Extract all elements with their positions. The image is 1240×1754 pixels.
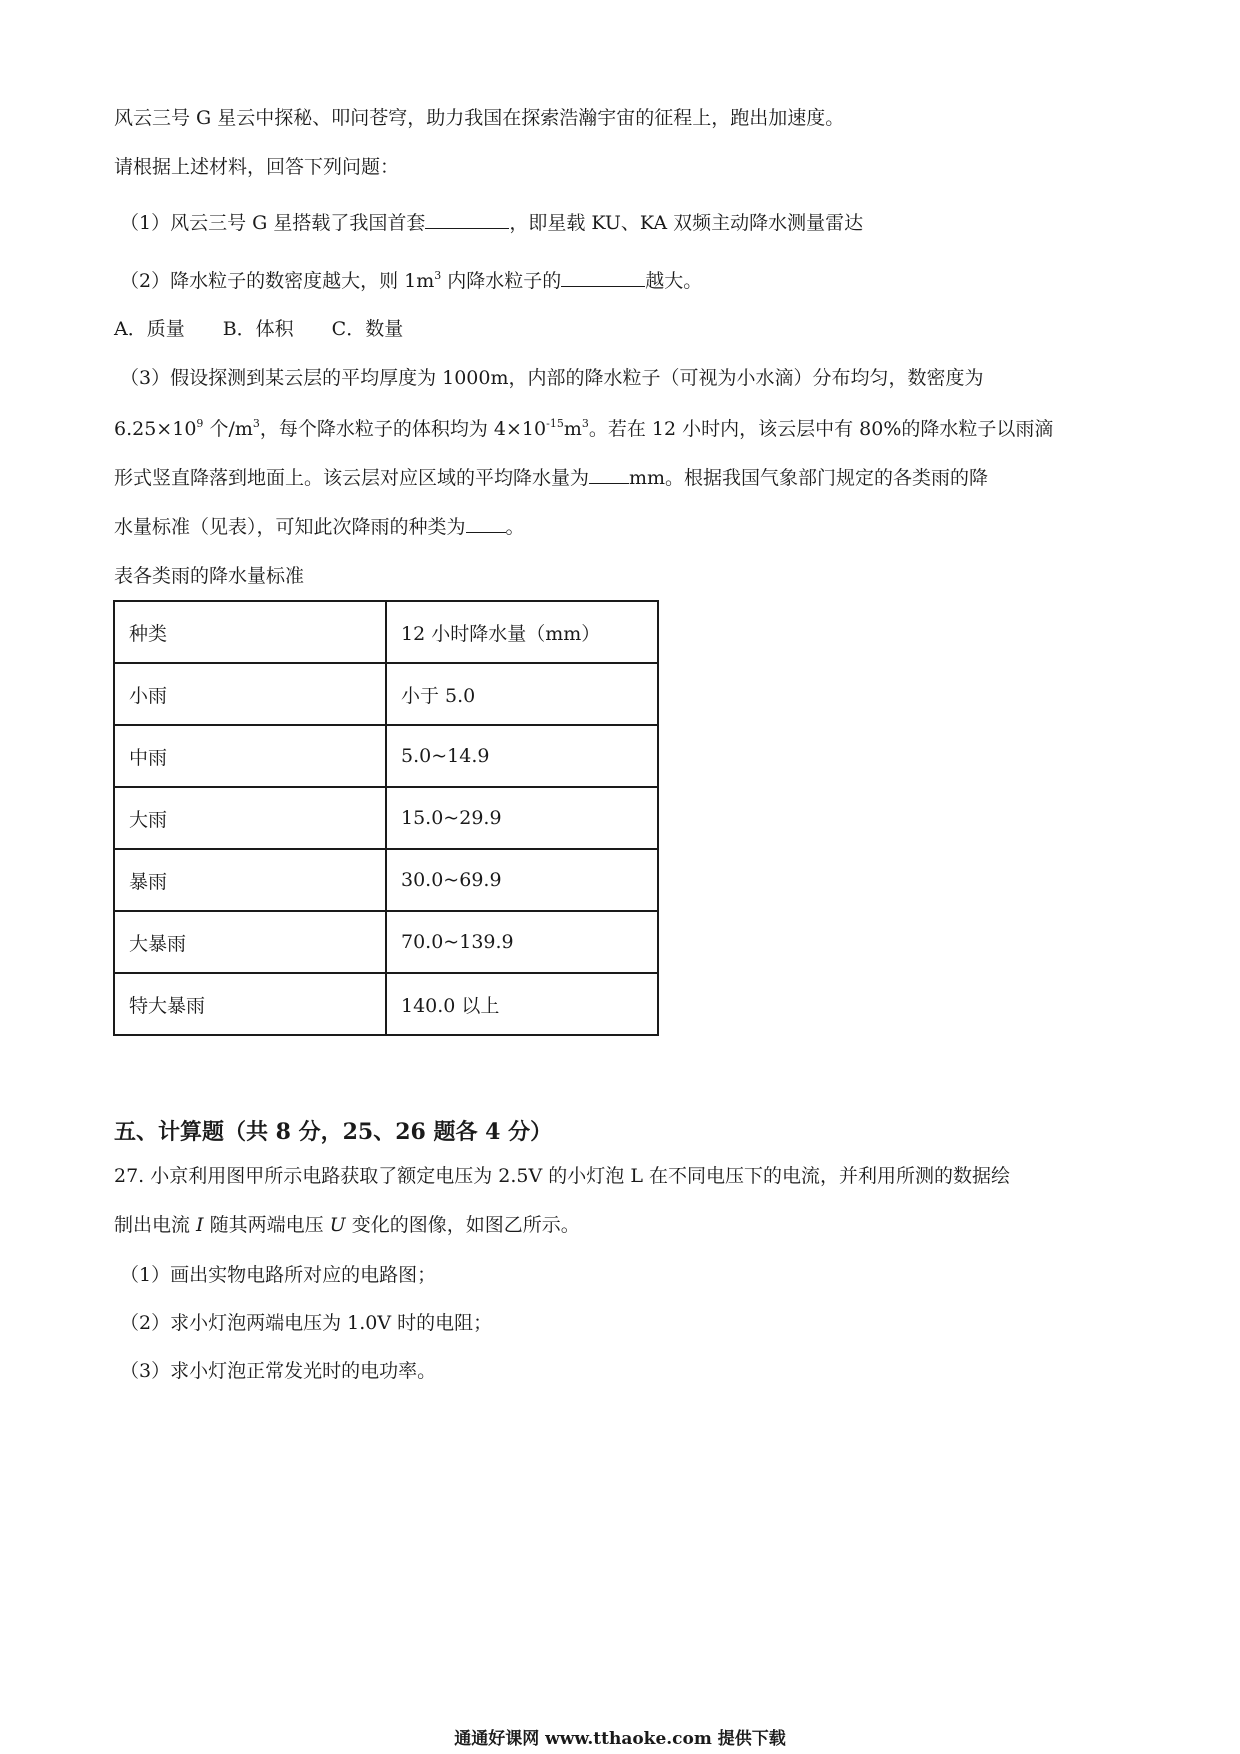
q27-text: 制出电流	[114, 1214, 197, 1236]
q3-text: mm。根据我国气象部门规定的各类雨的降	[629, 467, 989, 489]
table-cell-type: 大暴雨	[114, 911, 386, 973]
paragraph-instruction: 请根据上述材料，回答下列问题：	[114, 156, 400, 178]
table-cell-amount: 70.0~139.9	[386, 911, 658, 973]
q2-middle: 内降水粒子的	[441, 270, 562, 292]
table-row	[114, 787, 658, 849]
question-3-line-2	[114, 416, 1053, 442]
table-cell-type: 中雨	[114, 725, 386, 787]
question-27-sub-2: （2）求小灯泡两端电压为 1.0V 时的电阻；	[120, 1312, 493, 1334]
table-cell-amount: 15.0~29.9	[386, 787, 658, 849]
table-header-row	[114, 601, 658, 663]
footer-watermark: 通通好课网 www.tthaoke.com 提供下载	[454, 1729, 786, 1749]
table-caption: 表各类雨的降水量标准	[114, 565, 305, 587]
q3-sup: 9	[196, 417, 204, 430]
table-header-cell: 种类	[114, 601, 386, 663]
q27-text: 随其两端电压	[203, 1214, 330, 1236]
q3-rainfall-blank[interactable]	[589, 465, 629, 484]
table-cell-type: 特大暴雨	[114, 973, 386, 1035]
table-row	[114, 911, 658, 973]
question-27-line-2	[114, 1212, 580, 1238]
table-cell-amount: 30.0~69.9	[386, 849, 658, 911]
q3-text: 个/m	[203, 418, 253, 440]
q27-symbol-current: I	[196, 1214, 204, 1236]
table-cell-amount: 小于 5.0	[386, 663, 658, 725]
question-27-sub-1: （1）画出实物电路所对应的电路图；	[120, 1264, 437, 1286]
question-27-line-1: 27. 小京利用图甲所示电路获取了额定电压为 2.5V 的小灯泡 L 在不同电压下的电流，并利用所测的数据绘	[114, 1165, 1010, 1187]
q2-sup: 3	[434, 269, 442, 282]
question-27-sub-3: （3）求小灯泡正常发光时的电功率。	[120, 1360, 437, 1382]
q1-suffix: ，即星载 KU、KA 双频主动降水测量雷达	[509, 212, 864, 234]
table-cell-amount: 5.0~14.9	[386, 725, 658, 787]
q3-text: m	[563, 418, 582, 440]
q27-text: 变化的图像，如图乙所示。	[345, 1214, 580, 1236]
table-header-cell: 12 小时降水量（mm）	[386, 601, 658, 663]
section-heading: 五、计算题（共 8 分，25、26 题各 4 分）	[114, 1119, 553, 1145]
rainfall-standard-table	[113, 600, 659, 1036]
question-3-line-3	[114, 465, 988, 491]
q3-text: 。	[505, 516, 525, 538]
q3-text: 形式竖直降落到地面上。该云层对应区域的平均降水量为	[114, 467, 590, 489]
q3-sup: -15	[546, 417, 564, 430]
question-3-line-4	[114, 514, 525, 540]
q27-symbol-voltage: U	[329, 1214, 346, 1236]
paragraph-intro: 风云三号 G 星云中探秘、叩问苍穹，助力我国在探索浩瀚宇宙的征程上，跑出加速度。	[114, 107, 845, 129]
table-row	[114, 849, 658, 911]
table-cell-type: 暴雨	[114, 849, 386, 911]
table-cell-type: 大雨	[114, 787, 386, 849]
q3-sup: 3	[252, 417, 260, 430]
q3-text: ，每个降水粒子的体积均为 4×10	[259, 418, 547, 440]
q2-answer-blank[interactable]	[561, 268, 645, 287]
table-row	[114, 725, 658, 787]
q3-rain-type-blank[interactable]	[466, 514, 506, 533]
table-row	[114, 663, 658, 725]
table-row	[114, 973, 658, 1035]
q2-prefix: （2）降水粒子的数密度越大，则 1m	[120, 270, 435, 292]
q1-answer-blank[interactable]	[425, 210, 509, 229]
q3-text: 。若在 12 小时内，该云层中有 80%的降水粒子以雨滴	[588, 418, 1054, 440]
q1-prefix: （1）风云三号 G 星搭载了我国首套	[120, 212, 426, 234]
question-2	[120, 268, 702, 294]
table-cell-amount: 140.0 以上	[386, 973, 658, 1035]
q2-suffix: 越大。	[645, 270, 703, 292]
answer-options: A．质量 B．体积 C．数量	[114, 318, 404, 340]
q3-text: 水量标准（见表），可知此次降雨的种类为	[114, 516, 466, 538]
q3-text: 6.25×10	[114, 418, 197, 440]
question-1	[120, 210, 863, 236]
table-cell-type: 小雨	[114, 663, 386, 725]
q3-sup: 3	[581, 417, 589, 430]
question-3-line-1: （3）假设探测到某云层的平均厚度为 1000m，内部的降水粒子（可视为小水滴）分布均匀，数密度为	[120, 367, 984, 389]
